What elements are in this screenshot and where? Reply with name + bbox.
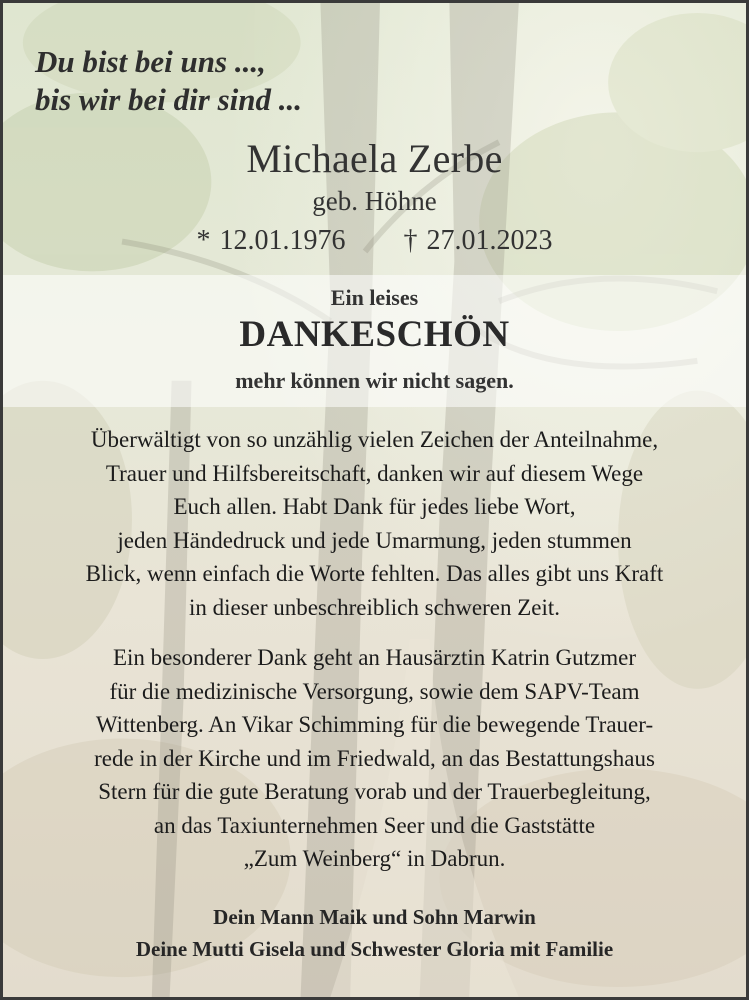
birth-date: * 12.01.1976 bbox=[196, 225, 346, 256]
text-line: an das Taxiunternehmen Seer und die Gaststätte bbox=[153, 812, 596, 838]
text-line: Ein besonderer Dank geht an Hausärztin Katrin Gutzmer bbox=[112, 645, 637, 670]
text-line: für die medizinische Versorgung, sowie dem SAPV-Team bbox=[109, 678, 640, 704]
text-line: Blick, wenn einfach die Worte fehlten. Das alles gibt uns Kraft bbox=[85, 561, 664, 586]
thanks-title: DANKESCHÖN bbox=[239, 314, 510, 355]
signature bbox=[3, 901, 746, 965]
text-line: jeden Händedruck und jede Umarmung, jeden stummen bbox=[117, 527, 632, 553]
motto-line: bis wir bei dir sind ... bbox=[35, 82, 302, 117]
signature-line: Deine Mutti Gisela und Schwester Gloria mit Familie bbox=[135, 937, 614, 961]
text-line: in dieser unbeschreiblich schweren Zeit. bbox=[188, 594, 561, 620]
text-line: „Zum Weinberg“ in Dabrun. bbox=[243, 846, 506, 871]
text-line: Stern für die gute Beratung vorab und der Trauerbegleitung, bbox=[98, 779, 651, 804]
thanks-intro: Ein leises bbox=[330, 285, 419, 310]
thanks-subtitle: mehr können wir nicht sagen. bbox=[235, 368, 514, 393]
text-line: Überwältigt von so unzählig vielen Zeichen der Anteilnahme, bbox=[90, 427, 659, 452]
text-line: rede in der Kirche und im Friedwald, an das Bestattungshaus bbox=[94, 745, 655, 771]
life-dates bbox=[3, 225, 746, 257]
motto-line: Du bist bei uns ..., bbox=[35, 44, 266, 79]
special-thanks-paragraph bbox=[3, 641, 746, 876]
text-line: Wittenberg. An Vikar Schimming für die bewegende Trauer- bbox=[95, 712, 654, 737]
signature-line: Dein Mann Maik und Sohn Marwin bbox=[213, 905, 536, 929]
text-line: Euch allen. Habt Dank für jedes liebe Wort, bbox=[173, 494, 576, 519]
death-date: † 27.01.2023 bbox=[403, 225, 553, 256]
born-name: geb. Höhne bbox=[312, 186, 437, 216]
text-line: Trauer und Hilfsbereitschaft, danken wir auf diesem Wege bbox=[105, 460, 644, 486]
deceased-name: Michaela Zerbe bbox=[246, 136, 503, 181]
gratitude-paragraph bbox=[3, 423, 746, 624]
motto bbox=[35, 43, 302, 119]
